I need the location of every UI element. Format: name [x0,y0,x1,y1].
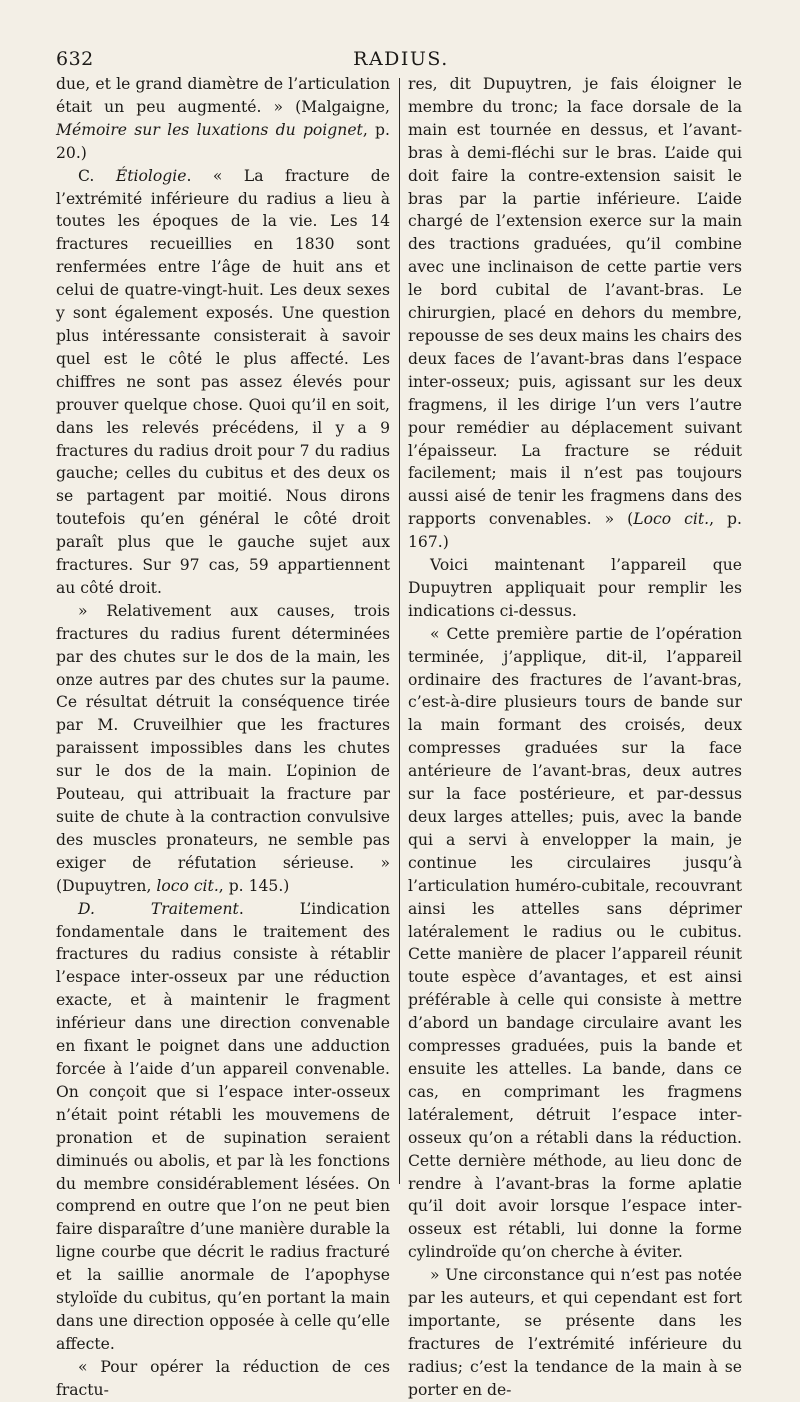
paragraph-malgaigne-citation [56,73,390,165]
text-run: , p. 167.) [408,510,742,552]
paragraph-reduction-continued [408,73,742,554]
section-letter: C. [78,166,116,185]
page-number: 632 [56,48,94,70]
text-run: res, dit Dupuytren, je fais éloigner le membre du tronc; la face dorsale de la main est tournée en dessus, et l’avant-bras à demi-fléchi sur le bras. L’aide qui doit faire la contre-extension saisit le bras par la partie inférieure. L’aide chargé de l’extension exerce sur la main des tractions graduées, qu’il combine avec une inclinaison de cette partie vers le bord cubital de l’avant-bras. Le chirurgien, placé en dehors du membre, repousse de ses deux mains les chairs des deux faces de l’avant-bras dans l’espace inter-osseux; puis, agissant sur les deux fragmens, il les dirige l’un vers l’autre pour remédier au déplacement suivant l’épaisseur. La fracture se réduit facilement; mais il n’est pas toujours aussi aisé de tenir les fragmens dans des rapports convenables. » ( [408,75,742,529]
paragraph-circonstance: » Une circonstance qui n’est pas notée par les auteurs, et qui cependant est fort importante, se présente dans les fractures de l’extrémité inférieure du radius; c’est la tendance de la main à se porter en de- [408,1266,742,1399]
paragraph-appareil-description: « Cette première partie de l’opération terminée, j’applique, dit-il, l’appareil ordinaire des fractures de l’avant-bras, c’est-à-dire plusieurs tours de bande sur la main formant des croisés, deux compresses graduées sur la face antérieure de l’avant-bras, deux autres sur la face postérieure, et par-dessus deux larges attelles; puis, avec la bande qui a servi à envelopper la main, je continue les circulaires jusqu’à l’articulation huméro-cubitale, recouvrant ainsi les attelles sans déprimer latéralement le radius ou le cubitus. Cette manière de placer l’appareil réunit toute espèce d’avantages, et est ainsi préférable à celle qui consiste à mettre d’abord un bandage circulaire avant les compresses graduées, puis la bande et ensuite les attelles. La bande, dans ce cas, en comprimant les fragmens latéralement, détruit l’espace inter-osseux qu’on a rétabli dans la réduction. Cette dernière méthode, au lieu donc de rendre à l’avant-bras la forme aplatie qu’il doit avoir lorsque l’espace inter-osseux est rétabli, lui donne la forme cylindroïde qu’on cherche à éviter. [408,624,742,1262]
italic-title: Mémoire sur les luxations du poignet [56,120,363,139]
text-run: , p. 20.) [56,120,390,162]
column-divider [399,78,400,1184]
paragraph-appareil-intro: Voici maintenant l’appareil que Dupuytren appliquait pour remplir les indications ci-dessus. [408,556,742,620]
text-run: , p. 145.) [218,876,290,895]
section-letter: D. [78,899,151,918]
section-heading: Étiologie [115,166,187,185]
paragraph-etiologie [56,165,390,600]
text-run: . « La fracture de l’extrémité inférieure du radius a lieu à toutes les époques de la vie. Les 14 fractures recueillies en 1830 sont renfermées entre l’âge de huit ans et celui de quatre-vingt-huit. Les deux sexes y sont également exposés. Une question plus intéressante consisterait à savoir quel est le côté le plus affecté. Les chiffres ne sont pas assez élevés pour prouver quelque chose. Quoi qu’il en soit, dans les relevés précédens, il y a 9 fractures du radius droit pour 7 du radius gauche; celles du cubitus et des deux os se partagent par moitié. Nous dirons toutefois qu’en général le côté droit paraît plus que le gauche sujet aux fractures. Sur 97 cas, 59 appartiennent au côté droit. [56,166,390,597]
text-run: . L’indication fondamentale dans le traitement des fractures du radius consiste à rétablir l’espace inter-osseux par une réduction exacte, et à maintenir le fragment inférieur dans une direction convenable en fixant le poignet dans une adduction forcée à l’aide d’un appareil convenable. On conçoit que si l’espace inter-osseux n’était point rétabli les mouvemens de pronation et de supination seraient diminués ou abolis, et par là les fonctions du membre considérablement lésées. On comprend en outre que l’on ne peut bien faire disparaître d’une manière durable la ligne courbe que décrit le radius fracturé et la saillie anormale de l’apophyse styloïde du cubitus, qu’en portant la main dans une direction opposée à celle qu’elle affecte. [56,899,390,1353]
text-run: » Relativement aux causes, trois fractures du radius furent déterminées par des chutes sur le dos de la main, les onze autres par des chutes sur la paume. Ce résultat détruit la conséquence tirée par M. Cruveilhier que les fractures paraissent impossibles dans les chutes sur le dos de la main. L’opinion de Pouteau, qui attribuait la fracture par suite de chute à la contraction convulsive des muscles pronateurs, ne semble pas exiger de réfutation sérieuse. » (Dupuytren, [56,601,390,895]
right-column [408,73,742,1399]
text-run: due, et le grand diamètre de l’articulation était un peu augmenté. » (Malgaigne, [56,75,390,116]
paragraph-reduction-start: « Pour opérer la réduction de ces fractu- [56,1357,390,1399]
running-head: RADIUS. [353,48,449,70]
left-column [56,73,390,1399]
paragraph-causes [56,600,390,898]
italic-citation: Loco cit. [633,510,710,529]
page-header [56,48,746,72]
italic-citation: loco cit. [156,876,219,895]
section-heading: Traitement [150,899,239,918]
paragraph-traitement [56,898,390,1356]
